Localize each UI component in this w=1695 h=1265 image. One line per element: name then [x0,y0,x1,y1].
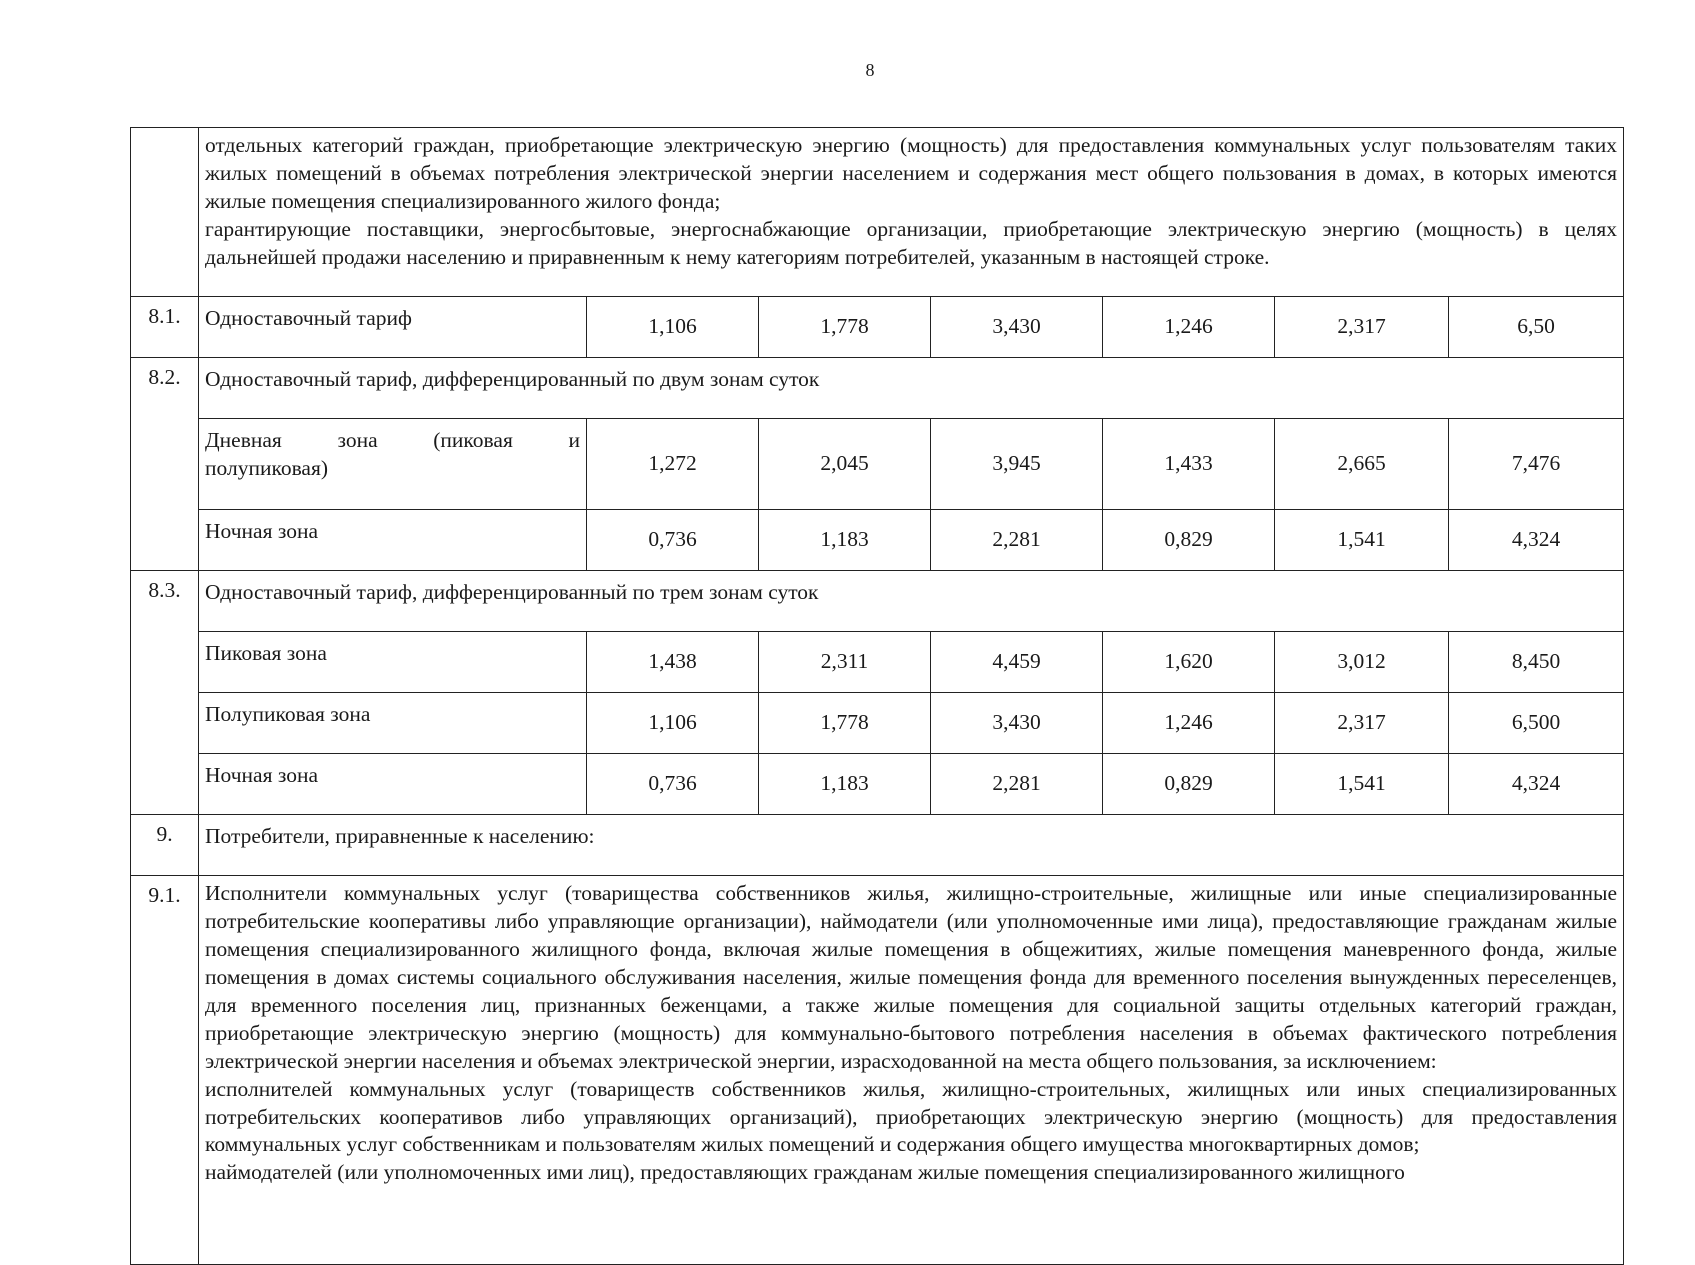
table-row-8-1 [131,297,1624,358]
section-heading: Одноставочный тариф, дифференцированный по двум зонам суток [199,358,1624,419]
value-cell: 1,272 [587,419,759,510]
row-number: 9. [131,815,199,876]
value-cell: 0,736 [587,754,759,815]
table-row-8-3 [131,571,1624,632]
value-cell: 0,736 [587,510,759,571]
value-cell: 1,183 [759,754,931,815]
description-cell [199,876,1624,1265]
table-row-9-1 [131,876,1624,1265]
row-label: Одноставочный тариф [199,297,587,358]
value-cell: 1,433 [1103,419,1275,510]
paragraph: Исполнители коммунальных услуг (товарищества собственников жилья, жилищно-строительные, жилищные или иные специализированные потребительские кооперативы либо управляющие организации), наймодатели (или уполномоченные ими лица), предоставляющие гражданам жилые помещения специализированного жилищного фонда, включая жилые помещения в общежитиях, жилые помещения маневренного фонда, жилые помещения в домах системы социального обслуживания населения, жилые помещения фонда для временного поселения вынужденных переселенцев, для временного поселения лиц, признанных беженцами, а также жилые помещения для социальной защиты отдельных категорий граждан, приобретающие электрическую энергию (мощность) для коммунально-бытового потребления населения в объемах фактического потребления электрической энергии населения и объемах электрической энергии, израсходованной на места общего пользования, за исключением: [205,881,1617,1073]
table-row-day-zone [131,419,1624,510]
value-cell: 6,50 [1449,297,1624,358]
row-number-cell [131,128,199,297]
paragraph: исполнителей коммунальных услуг (товариществ собственников жилья, жилищно-строительных, жилищных или иных специализированных потребительских кооперативов либо управляющих организаций), приобретающих электрическую энергию (мощность) для предоставления коммунальных услуг собственникам и пользователям жилых помещений и содержания общего имущества многоквартирных домов; [205,1076,1617,1157]
row-number: 9.1. [131,876,199,1265]
value-cell: 4,459 [931,632,1103,693]
value-cell: 1,106 [587,297,759,358]
paragraph: наймодателей (или уполномоченных ими лиц), предоставляющих гражданам жилые помещения специализированного жилищного [205,1160,1405,1185]
continuation-text-cell [199,128,1624,297]
section-heading: Одноставочный тариф, дифференцированный по трем зонам суток [199,571,1624,632]
section-heading: Потребители, приравненные к населению: [199,815,1624,876]
row-label: Пиковая зона [199,632,587,693]
row-label: Ночная зона [199,510,587,571]
value-cell: 2,665 [1275,419,1449,510]
value-cell: 4,324 [1449,510,1624,571]
value-cell: 2,281 [931,510,1103,571]
value-cell: 1,246 [1103,297,1275,358]
value-cell: 3,012 [1275,632,1449,693]
value-cell: 3,945 [931,419,1103,510]
row-number: 8.2. [131,358,199,571]
value-cell: 4,324 [1449,754,1624,815]
paragraph: отдельных категорий граждан, приобретающие электрическую энергию (мощность) для предоставления коммунальных услуг пользователям таких жилых помещений в объемах потребления электрической энергии населением и содержания мест общего пользования в домах, в которых имеются жилые помещения специализированного жилого фонда; [205,133,1617,213]
value-cell: 2,317 [1275,297,1449,358]
value-cell: 1,541 [1275,754,1449,815]
row-number: 8.1. [131,297,199,358]
value-cell: 3,430 [931,693,1103,754]
value-cell: 1,620 [1103,632,1275,693]
value-cell: 6,500 [1449,693,1624,754]
value-cell: 7,476 [1449,419,1624,510]
value-cell: 1,246 [1103,693,1275,754]
table-row-night-zone [131,754,1624,815]
value-cell: 3,430 [931,297,1103,358]
value-cell: 1,778 [759,693,931,754]
row-number: 8.3. [131,571,199,815]
value-cell: 1,541 [1275,510,1449,571]
value-cell: 2,045 [759,419,931,510]
table-row-continuation [131,128,1624,297]
value-cell: 8,450 [1449,632,1624,693]
value-cell: 1,183 [759,510,931,571]
value-cell: 2,311 [759,632,931,693]
row-label [199,419,587,510]
value-cell: 2,281 [931,754,1103,815]
row-label-line: полупиковая) [205,455,329,480]
table-row-night-zone [131,510,1624,571]
value-cell: 1,106 [587,693,759,754]
row-label: Ночная зона [199,754,587,815]
value-cell: 2,317 [1275,693,1449,754]
row-label: Полупиковая зона [199,693,587,754]
table-row-8-2 [131,358,1624,419]
value-cell: 0,829 [1103,754,1275,815]
row-label-line: Дневная зона (пиковая и [205,428,580,452]
table-row-9 [131,815,1624,876]
value-cell: 0,829 [1103,510,1275,571]
value-cell: 1,438 [587,632,759,693]
paragraph: гарантирующие поставщики, энергосбытовые, энергоснабжающие организации, приобретающие электрическую энергию (мощность) в целях дальнейшей продажи населению и приравненным к нему категориям потребителей, указанным в настоящей строке. [205,216,1617,269]
page-number: 8 [865,60,875,80]
table-row-peak-zone [131,632,1624,693]
tariff-table [130,127,1624,1265]
value-cell: 1,778 [759,297,931,358]
table-row-semipeak-zone [131,693,1624,754]
